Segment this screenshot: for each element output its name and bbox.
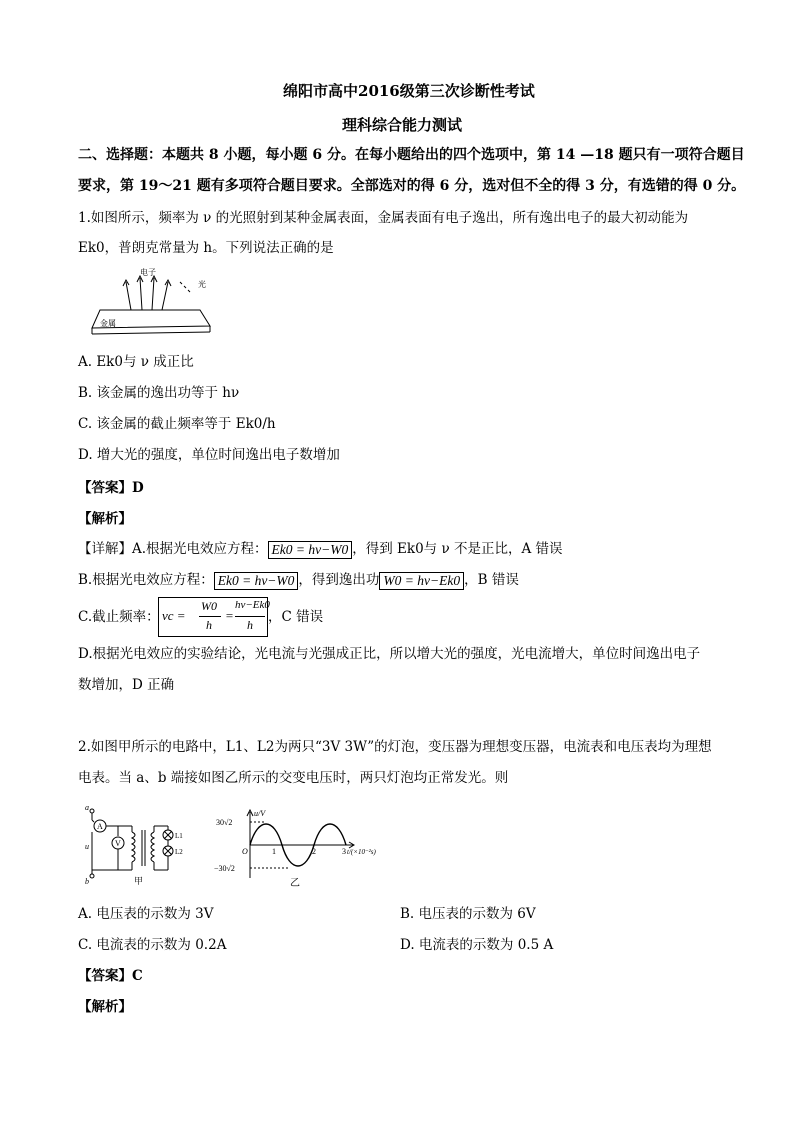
q2-option-c: C. 电流表的示数为 0.2A — [78, 937, 227, 953]
metal-label: 金属 — [100, 319, 116, 328]
cutoff-frequency-formula: νc = W0 h = hν−Ek0 h — [158, 597, 268, 637]
section-instruction-line2: 要求，第 19～21 题有多项符合题目要求。全部选对的得 6 分，选对但不全的得 3 分，有选错的得 0 分。 — [78, 178, 746, 194]
q1-analysis-heading: 【解析】 — [78, 511, 132, 527]
svg-text:L2: L2 — [175, 848, 183, 856]
light-label: 光 — [198, 280, 206, 289]
q1-stem-line2: Ek0，普朗克常量为 h。下列说法正确的是 — [78, 240, 334, 256]
q1-detail-d-line2: 数增加，D 正确 — [78, 677, 175, 693]
svg-text:30√2: 30√2 — [216, 818, 233, 827]
svg-text:2: 2 — [312, 847, 316, 856]
q2-analysis-heading: 【解析】 — [78, 999, 132, 1015]
formula-box: W0 = hν−Ek0 — [379, 572, 464, 590]
q2-option-b: B. 电压表的示数为 6V — [400, 906, 536, 922]
q2-option-a: A. 电压表的示数为 3V — [78, 906, 214, 922]
svg-text:t/(×10⁻²s): t/(×10⁻²s) — [347, 848, 376, 856]
light-ray-icon — [180, 282, 190, 292]
q1-option-b: B. 该金属的逸出功等于 hν — [78, 385, 240, 401]
section-instruction-line1: 二、选择题：本题共 8 小题，每小题 6 分。在每小题给出的四个选项中，第 14 —18 题只有一项符合题目 — [78, 147, 745, 163]
svg-text:u/V: u/V — [254, 809, 266, 818]
svg-text:V: V — [115, 839, 121, 848]
q1-option-a: A. Ek0与 ν 成正比 — [78, 354, 194, 370]
figure-jia-caption: 甲 — [134, 876, 144, 886]
svg-text:O: O — [242, 847, 248, 856]
svg-text:A: A — [97, 822, 103, 831]
svg-text:L1: L1 — [175, 832, 183, 840]
q1-option-c: C. 该金属的截止频率等于 Ek0/h — [78, 416, 276, 432]
ac-voltage-waveform — [206, 806, 398, 890]
q1-detail-b: B.根据光电效应方程： Ek0 = hν−W0 ，得到逸出功 W0 = hν−Ek0 ，B 错误 — [78, 572, 519, 588]
formula-box: Ek0 = hν−W0 — [268, 541, 353, 559]
svg-text:u: u — [85, 842, 89, 851]
q2-stem-line1: 2.如图甲所示的电路中，L1、L2为两只“3V 3W”的灯泡，变压器为理想变压器，电流表和电压表均为理想 — [78, 739, 712, 755]
svg-text:−30√2: −30√2 — [214, 864, 235, 873]
page-title: 绵阳市高中2016级第三次诊断性考试 — [283, 82, 535, 100]
electron-arrows — [123, 276, 171, 310]
q2-answer: 【答案】C — [78, 968, 143, 984]
q1-detail-d-line1: D.根据光电效应的实验结论，光电流与光强成正比，所以增大光的强度，光电流增大，单位时间逸出电子 — [78, 646, 701, 662]
q1-detail-c-result: ，C 错误 — [268, 609, 324, 625]
q1-option-d: D. 增大光的强度，单位时间逸出电子数增加 — [78, 447, 340, 463]
q2-option-d: D. 电流表的示数为 0.5 A — [400, 937, 554, 953]
svg-text:1: 1 — [272, 847, 276, 856]
q1-detail-a: 【详解】A.根据光电效应方程： Ek0 = hν−W0 ，得到 Ek0与 ν 不是正比，A 错误 — [78, 541, 563, 557]
q1-detail-c-label: C.截止频率： — [78, 609, 160, 625]
q1-answer: 【答案】D — [78, 480, 144, 496]
svg-text:3: 3 — [342, 847, 346, 856]
figure-yi-caption: 乙 — [290, 878, 300, 889]
svg-text:a: a — [85, 806, 89, 812]
svg-text:b: b — [85, 877, 89, 886]
electron-label: 电子 — [140, 268, 156, 277]
photoelectric-figure — [86, 266, 222, 338]
q1-stem-line1: 1.如图所示，频率为 ν 的光照射到某种金属表面，金属表面有电子逸出，所有逸出电子的最大初动能为 — [78, 210, 689, 226]
page-subtitle: 理科综合能力测试 — [342, 116, 463, 134]
transformer-circuit-figure — [84, 806, 214, 886]
q2-stem-line2: 电表。当 a、b 端接如图乙所示的交变电压时，两只灯泡均正常发光。则 — [78, 770, 509, 786]
formula-box: Ek0 = hν−W0 — [214, 572, 299, 590]
